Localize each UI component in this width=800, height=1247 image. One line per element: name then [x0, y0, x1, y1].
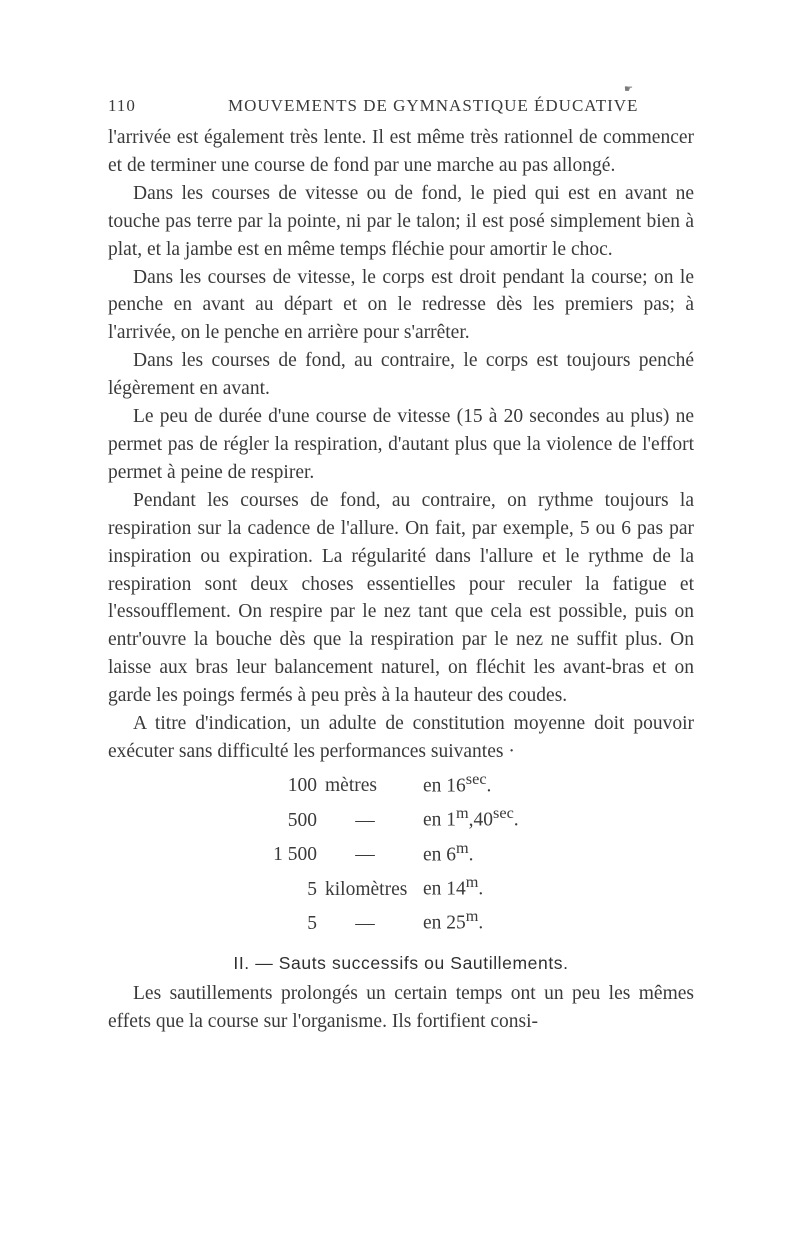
- performance-distance: 500: [287, 809, 317, 831]
- paragraph: Dans les courses de fond, au contraire, le corps est toujours penché légèrement en avant.: [108, 350, 694, 400]
- performance-time-value: 14: [446, 878, 466, 900]
- performance-unit: mètres: [325, 775, 377, 797]
- performance-time: [423, 903, 519, 937]
- performance-time-value: 1: [446, 809, 457, 831]
- performance-time-unit: m: [465, 873, 479, 892]
- performance-punct: .: [468, 844, 474, 866]
- performance-prep: en: [423, 809, 442, 831]
- performance-row: [250, 835, 519, 869]
- paragraph: Le peu de durée d'une course de vitesse (15 à 20 secondes au plus) ne permet pas de régler la respiration, d'autant plus que la violence de l'effort permet à peine de respirer.: [108, 406, 694, 483]
- performance-time-unit: m: [456, 804, 469, 823]
- printer-mark: ☛: [624, 84, 633, 95]
- performance-time-value: 25: [446, 912, 466, 934]
- performance-unit: —: [355, 809, 375, 831]
- performance-time-value: 6: [446, 844, 457, 866]
- performance-row: [250, 766, 519, 800]
- performance-time: [423, 835, 519, 869]
- section-title: II. — Sauts successifs ou Sautillements.: [233, 952, 569, 973]
- running-head: MOUVEMENTS DE GYMNASTIQUE ÉDUCATIVE: [228, 96, 639, 115]
- paragraph: Pendant les courses de fond, au contraire, on rythme toujours la respiration sur la cadence de l'allure. On fait, par exemple, 5 ou 6 pas par inspiration ou expiration. La régularité dans l'allure et le rythme de la respiration sont deux choses essentielles pour reculer la fatigue et l'essoufflement. On respire par le nez tant que cela est possible, puis on entr'ouvre la bouche dès que la respiration par le nez ne suffit plus. On laisse aux bras leur balancement naturel, on fléchit les avant-bras et on garde les poings fermés à peu près à la hauteur des coudes.: [108, 489, 694, 707]
- performance-punct: .: [478, 878, 484, 900]
- paragraph: l'arrivée est également très lente. Il est même très rationnel de commencer et de terminer une course de fond par une marche au pas allongé.: [108, 127, 694, 176]
- performance-time-value: 16: [446, 775, 466, 797]
- performance-row: [250, 800, 519, 834]
- performance-time: [423, 766, 519, 800]
- performance-punct: .: [478, 912, 484, 934]
- performance-distance: 5: [307, 912, 317, 934]
- performance-punct: .: [513, 809, 519, 831]
- performance-row: [250, 869, 519, 903]
- paragraph: Dans les courses de vitesse ou de fond, le pied qui est en avant ne touche pas terre par la pointe, ni par le talon; il est posé simplement bien à plat, et la jambe est en même temps fléchie pour amortir le choc.: [108, 182, 694, 260]
- paragraph: Dans les courses de vitesse, le corps est droit pendant la course; on le penche en avant au départ et on le redresse dès les premiers pas; à l'arrivée, on le penche en arrière pour s'arrêter.: [108, 266, 694, 344]
- performance-unit: kilomètres: [325, 878, 408, 900]
- performance-unit: —: [355, 844, 375, 866]
- performance-unit: —: [355, 912, 375, 934]
- performance-time-unit: sec: [465, 769, 487, 788]
- performance-prep: en: [423, 912, 442, 934]
- performance-punct: .: [486, 775, 492, 797]
- performance-time-unit: sec: [493, 804, 514, 823]
- performance-time: [423, 800, 519, 834]
- body-text: [108, 124, 694, 1036]
- performance-table: [250, 766, 519, 938]
- performance-distance: 5: [307, 878, 317, 900]
- performance-prep: en: [423, 775, 442, 797]
- performance-row: [250, 903, 519, 937]
- performance-prep: en: [423, 878, 442, 900]
- performance-time-unit: m: [456, 838, 469, 857]
- performance-distance: 1 500: [273, 844, 317, 866]
- page-header: [108, 96, 693, 122]
- performance-time-fraction: ,40: [468, 809, 494, 831]
- performance-time: [423, 869, 519, 903]
- paragraph: A titre d'indication, un adulte de constitution moyenne doit pouvoir exécuter sans difficulté les performances suivantes ·: [108, 713, 694, 762]
- paragraph: Les sautillements prolongés un certain temps ont un peu les mêmes effets que la course sur l'organisme. Ils fortifient consi-: [108, 982, 694, 1032]
- performance-distance: 100: [287, 775, 317, 797]
- performance-time-unit: m: [465, 907, 479, 926]
- page-number: 110: [108, 96, 136, 115]
- performance-prep: en: [423, 844, 442, 866]
